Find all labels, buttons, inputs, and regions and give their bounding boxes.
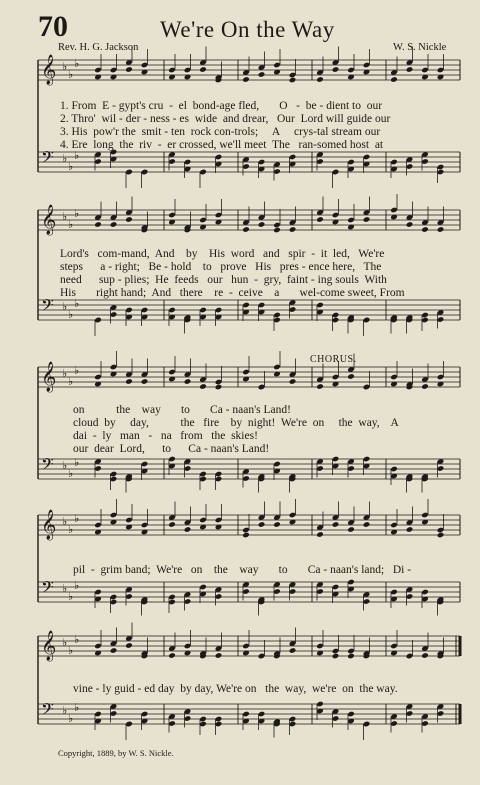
note-head	[437, 532, 445, 539]
flat-icon: ♭	[74, 149, 80, 162]
note-head	[332, 521, 340, 528]
flat-icon: ♭	[74, 364, 80, 377]
flat-icon: ♭	[74, 633, 80, 646]
treble-clef-icon: 𝄞	[41, 362, 57, 392]
flat-icon: ♭	[62, 367, 68, 380]
note-head	[347, 373, 355, 380]
note-head	[215, 652, 223, 659]
note-head	[437, 226, 445, 233]
note-head	[168, 652, 176, 659]
flat-icon: ♭	[68, 218, 74, 231]
flat-icon: ♭	[68, 467, 74, 480]
note-head	[421, 226, 429, 233]
flat-icon: ♭	[68, 308, 74, 321]
flat-icon: ♭	[62, 515, 68, 528]
note-head	[141, 378, 149, 385]
note-head	[125, 66, 133, 73]
note-head	[273, 521, 281, 528]
flat-icon: ♭	[74, 57, 80, 70]
chorus-line2: vine - ly guid - ed day by day, We're on the way, we're on the way.	[73, 683, 398, 695]
verse4-line1: 4. Ere long the riv - er crossed, we'll meet The ran-somed host at	[60, 139, 384, 151]
note-head	[125, 642, 133, 649]
flat-icon: ♭	[74, 207, 80, 220]
note-head	[125, 378, 133, 385]
composer: W. S. Nickle	[393, 42, 447, 53]
bass-clef-icon: 𝄢	[41, 295, 54, 319]
flat-icon: ♭	[68, 68, 74, 81]
note-head	[258, 71, 266, 78]
note-head	[199, 66, 207, 73]
treble-clef-icon: 𝄞	[41, 205, 57, 235]
note-head	[258, 221, 266, 228]
hymn-title: We're On the Way	[160, 17, 335, 42]
flat-icon: ♭	[62, 636, 68, 649]
verse1-line2: Lord's com-mand, And by His word and spir - it led, We're	[60, 248, 385, 260]
verse1-line3: on the way to Ca - naan's Land!	[73, 404, 291, 416]
verse4-line3: our dear Lord, to Ca - naan's Land!	[73, 443, 270, 455]
flat-icon: ♭	[68, 160, 74, 173]
note-head	[332, 66, 340, 73]
note-head	[332, 653, 340, 660]
note-head	[258, 521, 266, 528]
flat-icon: ♭	[68, 523, 74, 536]
verse3-line3: dai - ly man - na from the skies!	[73, 430, 258, 442]
flat-icon: ♭	[74, 297, 80, 310]
note-head	[242, 76, 250, 83]
flat-icon: ♭	[62, 582, 68, 595]
flat-icon: ♭	[62, 60, 68, 73]
note-head	[421, 652, 429, 659]
flat-icon: ♭	[68, 712, 74, 725]
note-head	[199, 383, 207, 390]
note-head	[273, 227, 281, 234]
note-head	[316, 216, 324, 223]
bass-clef-icon: 𝄢	[41, 577, 54, 601]
flat-icon: ♭	[68, 644, 74, 657]
note-head	[316, 531, 324, 538]
note-head	[316, 76, 324, 83]
note-head	[406, 221, 414, 228]
flat-icon: ♭	[62, 210, 68, 223]
note-head	[289, 226, 297, 233]
hymn-number: 70	[38, 10, 68, 43]
flat-icon: ♭	[62, 704, 68, 717]
note-head	[406, 526, 414, 533]
note-head	[390, 76, 398, 83]
note-head	[215, 384, 223, 391]
verse4-line2: His right hand; And there re - ceive a wel-come sweet, From	[60, 287, 405, 299]
flat-icon: ♭	[62, 152, 68, 165]
note-head	[168, 521, 176, 528]
note-head	[184, 526, 192, 533]
treble-clef-icon: 𝄞	[41, 510, 57, 540]
note-head	[110, 647, 118, 654]
flat-icon: ♭	[68, 375, 74, 388]
note-head	[347, 653, 355, 660]
note-head	[289, 647, 297, 654]
note-head	[347, 526, 355, 533]
note-head	[363, 216, 371, 223]
flat-icon: ♭	[62, 300, 68, 313]
note-head	[184, 378, 192, 385]
verse2-line2: steps a - right; Be - hold to prove His pres - ence here, The	[60, 261, 382, 273]
note-head	[94, 221, 102, 228]
verse2-line1: 2. Thro' wil - der - ness - es wide and drear, Our Lord will guide our	[60, 113, 391, 125]
flat-icon: ♭	[74, 701, 80, 714]
verse3-line1: 3. His pow'r the smit - ten rock con-trols; A crys-tal stream our	[60, 126, 381, 138]
note-head	[406, 66, 414, 73]
chorus-label: CHORUS.	[310, 354, 357, 365]
flat-icon: ♭	[74, 512, 80, 525]
bass-clef-icon: 𝄢	[41, 699, 54, 723]
verse1-line1: 1. From E - gypt's cru - el bond-age fled, O - be - dient to our	[60, 100, 383, 112]
copyright-notice: Copyright, 1889, by W. S. Nickle.	[58, 748, 174, 758]
note-head	[110, 221, 118, 228]
flat-icon: ♭	[74, 579, 80, 592]
note-head	[125, 216, 133, 223]
chorus-line1: pil - grim band; We're on the way to Ca - naan's land; Di -	[73, 564, 412, 576]
verse2-line3: cloud by day, the fire by night! We're on the way, A	[73, 417, 399, 429]
treble-clef-icon: 𝄞	[41, 631, 57, 661]
bass-clef-icon: 𝄢	[41, 454, 54, 478]
note-head	[242, 532, 250, 539]
treble-clef-icon: 𝄞	[41, 55, 57, 85]
flat-icon: ♭	[74, 456, 80, 469]
note-head	[242, 226, 250, 233]
flat-icon: ♭	[68, 590, 74, 603]
lyricist: Rev. H. G. Jackson	[58, 42, 139, 53]
note-head	[421, 383, 429, 390]
note-head	[289, 378, 297, 385]
flat-icon: ♭	[62, 459, 68, 472]
note-head	[363, 521, 371, 528]
note-head	[316, 383, 324, 390]
bass-clef-icon: 𝄢	[41, 147, 54, 171]
verse3-line2: need sup - plies; He feeds our hun - gry, faint - ing souls With	[60, 274, 387, 286]
note-head	[289, 77, 297, 84]
